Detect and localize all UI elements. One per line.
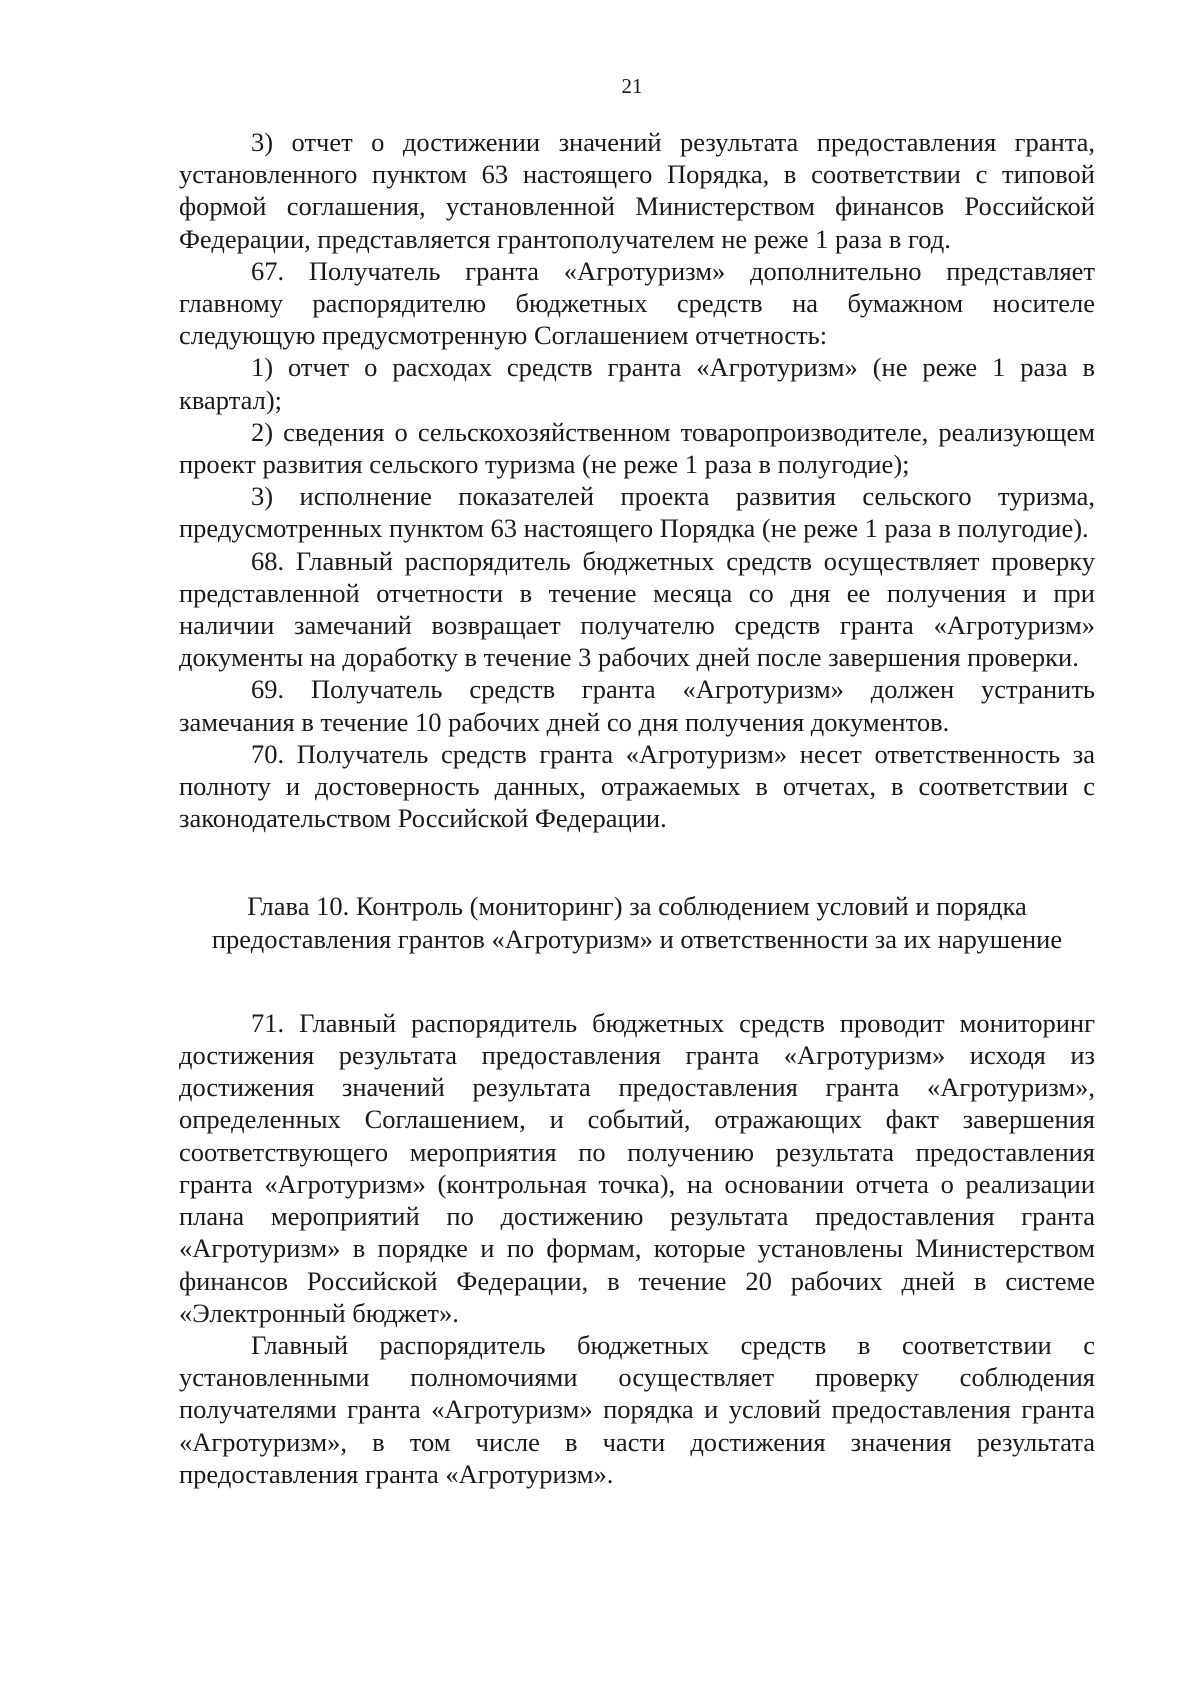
document-body (179, 126, 1095, 1490)
paragraph-67-item-1: 1) отчет о расходах средств гранта «Агротуризм» (не реже 1 раза в квартал); (179, 352, 1095, 415)
chapter-heading (179, 890, 1095, 954)
paragraph-69: 69. Получатель средств гранта «Агротуризм» должен устранить замечания в течение 10 рабочих дней со дня получения документов. (179, 674, 1095, 737)
paragraph-67: 67. Получатель гранта «Агротуризм» дополнительно представляет главному распорядителю бюджетных средств на бумажном носителе следующую предусмотренную Соглашением отчетность: (179, 255, 1095, 351)
paragraph-71-continued: Главный распорядитель бюджетных средств в соответствии с установленными полномочиями осуществляет проверку соблюдения получателями гранта «Агротуризм» порядка и условий предоставления гранта «Агротуризм», в том числе в части достижения значения результата предоставления гранта «Агротуризм». (179, 1329, 1095, 1489)
paragraph-67-item-3: 3) исполнение показателей проекта развития сельского туризма, предусмотренных пунктом 63 настоящего Порядка (не реже 1 раза в полугодие). (179, 481, 1095, 544)
paragraph-67-item-2: 2) сведения о сельскохозяйственном товаропроизводителе, реализующем проект развития сельского туризма (не реже 1 раза в полугодие); (179, 416, 1095, 480)
paragraph-70: 70. Получатель средств гранта «Агротуризм» несет ответственность за полноту и достоверность данных, отражаемых в отчетах, в соответствии с законодательством Российской Федерации. (179, 738, 1095, 834)
chapter-heading-line-2: предоставления грантов «Агротуризм» и ответственности за их нарушение (211, 923, 1063, 954)
page-number: 21 (621, 74, 643, 98)
paragraph-68: 68. Главный распорядитель бюджетных средств осуществляет проверку представленной отчетности в течение месяца со дня ее получения и при наличии замечаний возвращает получателю средств гранта «Агротуризм» документы на доработку в течение 3 рабочих дней после завершения проверки. (179, 545, 1095, 673)
paragraph-71: 71. Главный распорядитель бюджетных средств проводит мониторинг достижения результата предоставления гранта «Агротуризм» исходя из достижения значений результата предоставления гранта «Агротуризм», определенных Соглашением, и событий, отражающих факт завершения соответствующего мероприятия по получению результата предоставления гранта «Агротуризм» (контрольная точка), на основании отчета о реализации плана мероприятий по достижению результата предоставления гранта «Агротуризм» в порядке и по формам, которые установлены Министерством финансов Российской Федерации, в течение 20 рабочих дней в системе «Электронный бюджет». (179, 1007, 1095, 1328)
chapter-heading-line-1: Глава 10. Контроль (мониторинг) за соблюдением условий и порядка (247, 891, 1027, 922)
paragraph-report-achievement: 3) отчет о достижении значений результата предоставления гранта, установленного пунктом 63 настоящего Порядка, в соответствии с типовой формой соглашения, установленной Министерством финансов Российской Федерации, представляется грантополучателем не реже 1 раза в год. (179, 127, 1095, 254)
